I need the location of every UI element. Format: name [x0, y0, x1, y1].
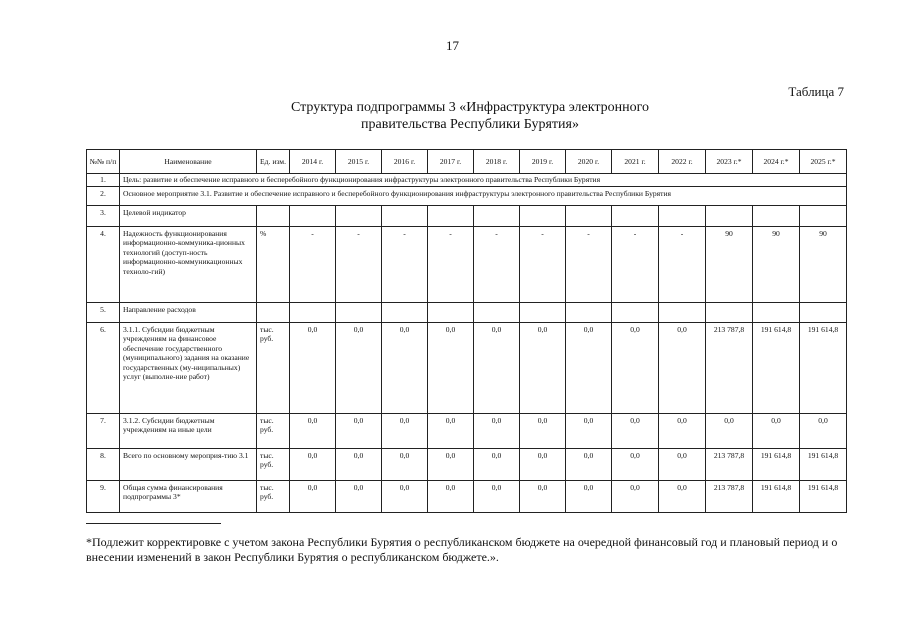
- value-cell: 0,0: [753, 413, 800, 448]
- value-cell: 191 614,8: [753, 322, 800, 413]
- value-cell: -: [428, 226, 474, 302]
- value-cell: 0,0: [428, 480, 474, 512]
- row-number: 4.: [87, 226, 120, 302]
- unit-cell: тыс. руб.: [257, 322, 290, 413]
- value-cell: 0,0: [290, 448, 336, 480]
- value-cell: 0,0: [612, 322, 659, 413]
- table-row: [87, 186, 847, 205]
- header-cell: 2021 г.: [612, 150, 659, 174]
- header-cell: №№ п/п: [87, 150, 120, 174]
- row-number: 2.: [87, 186, 120, 205]
- value-cell: 0,0: [474, 480, 520, 512]
- row-number: 1.: [87, 174, 120, 187]
- value-cell: 0,0: [336, 448, 382, 480]
- table-row: [87, 322, 847, 413]
- value-cell: 0,0: [520, 322, 566, 413]
- value-cell: 0,0: [659, 322, 706, 413]
- row-number: 9.: [87, 480, 120, 512]
- unit-cell: тыс. руб.: [257, 413, 290, 448]
- value-cell: 191 614,8: [753, 480, 800, 512]
- row-name: 3.1.1. Субсидии бюджетным учреждениям на финансовое обеспечение государственного (муниципального) задания на оказание государственных (му-ниципальных) услуг (выполне-ние работ): [120, 322, 257, 413]
- value-cell: 0,0: [520, 413, 566, 448]
- value-cell: 0,0: [290, 480, 336, 512]
- value-cell: -: [474, 226, 520, 302]
- value-cell: 213 787,8: [706, 448, 753, 480]
- value-cell: 0,0: [612, 413, 659, 448]
- value-cell: 0,0: [382, 480, 428, 512]
- header-cell: 2024 г.*: [753, 150, 800, 174]
- value-cell: 0,0: [800, 413, 847, 448]
- main-activity-text: Основное мероприятие 3.1. Развитие и обеспечение исправного и бесперебойного функционирования инфраструктуры электронного правительства Республики Бурятия: [120, 186, 847, 205]
- value-cell: 0,0: [336, 413, 382, 448]
- value-cell: 0,0: [290, 413, 336, 448]
- value-cell: 0,0: [659, 448, 706, 480]
- table-row: [87, 413, 847, 448]
- header-cell: 2025 г.*: [800, 150, 847, 174]
- value-cell: 0,0: [566, 413, 612, 448]
- header-cell: 2015 г.: [336, 150, 382, 174]
- subprogram-structure-table: [86, 149, 847, 513]
- value-cell: 0,0: [474, 448, 520, 480]
- value-cell: 0,0: [428, 448, 474, 480]
- page-number: 17: [446, 38, 459, 53]
- value-cell: 191 614,8: [753, 448, 800, 480]
- value-cell: 213 787,8: [706, 322, 753, 413]
- header-cell: 2019 г.: [520, 150, 566, 174]
- value-cell: 0,0: [659, 480, 706, 512]
- header-cell: 2023 г.*: [706, 150, 753, 174]
- value-cell: 0,0: [566, 480, 612, 512]
- value-cell: 191 614,8: [800, 448, 847, 480]
- header-cell: 2020 г.: [566, 150, 612, 174]
- value-cell: 0,0: [659, 413, 706, 448]
- value-cell: -: [659, 226, 706, 302]
- value-cell: 0,0: [290, 322, 336, 413]
- header-cell: 2016 г.: [382, 150, 428, 174]
- value-cell: 90: [800, 226, 847, 302]
- row-name: Всего по основному мероприя-тию 3.1: [120, 448, 257, 480]
- document-title: [150, 99, 790, 133]
- value-cell: 191 614,8: [800, 322, 847, 413]
- row-number: 3.: [87, 205, 120, 226]
- row-name: Направление расходов: [120, 302, 257, 322]
- table-row: [87, 226, 847, 302]
- value-cell: 0,0: [566, 448, 612, 480]
- value-cell: 0,0: [706, 413, 753, 448]
- value-cell: 90: [753, 226, 800, 302]
- unit-cell: тыс. руб.: [257, 480, 290, 512]
- unit-cell: %: [257, 226, 290, 302]
- value-cell: 90: [706, 226, 753, 302]
- value-cell: 0,0: [336, 480, 382, 512]
- header-row: [87, 150, 847, 174]
- value-cell: -: [612, 226, 659, 302]
- table-row: [87, 174, 847, 187]
- title-line-2: правительства Республики Бурятия»: [361, 117, 579, 132]
- row-name: Общая сумма финансирования подпрограммы 3*: [120, 480, 257, 512]
- value-cell: 0,0: [382, 413, 428, 448]
- value-cell: -: [566, 226, 612, 302]
- value-cell: 0,0: [520, 480, 566, 512]
- value-cell: 0,0: [336, 322, 382, 413]
- row-number: 7.: [87, 413, 120, 448]
- value-cell: -: [382, 226, 428, 302]
- value-cell: 0,0: [428, 322, 474, 413]
- unit-cell: тыс. руб.: [257, 448, 290, 480]
- footnote: *Подлежит корректировке с учетом закона Республики Бурятия о республиканском бюджете на очередной финансовый год и плановый период и о внесении изменений в закон Республики Бурятия о республиканском бюджете.».: [86, 535, 838, 564]
- table-row: [87, 480, 847, 512]
- value-cell: -: [290, 226, 336, 302]
- row-number: 8.: [87, 448, 120, 480]
- value-cell: 0,0: [382, 322, 428, 413]
- table-row: [87, 302, 847, 322]
- value-cell: 0,0: [474, 413, 520, 448]
- value-cell: -: [336, 226, 382, 302]
- value-cell: 0,0: [612, 480, 659, 512]
- row-number: 5.: [87, 302, 120, 322]
- table-label: Таблица 7: [788, 84, 844, 99]
- value-cell: 0,0: [612, 448, 659, 480]
- value-cell: 0,0: [428, 413, 474, 448]
- row-name: Целевой индикатор: [120, 205, 257, 226]
- row-name: 3.1.2. Субсидии бюджетным учреждениям на иные цели: [120, 413, 257, 448]
- table-row: [87, 205, 847, 226]
- value-cell: 191 614,8: [800, 480, 847, 512]
- value-cell: 213 787,8: [706, 480, 753, 512]
- footnote-divider: [86, 523, 221, 524]
- title-line-1: Структура подпрограммы 3 «Инфраструктура электронного: [290, 100, 650, 115]
- goal-text: Цель: развитие и обеспечение исправного и бесперебойного функционирования инфраструктуры электронного правительства Республики Бурятия: [120, 174, 847, 187]
- header-cell: 2018 г.: [474, 150, 520, 174]
- row-number: 6.: [87, 322, 120, 413]
- table-row: [87, 448, 847, 480]
- value-cell: 0,0: [382, 448, 428, 480]
- value-cell: 0,0: [520, 448, 566, 480]
- value-cell: 0,0: [566, 322, 612, 413]
- header-cell: 2022 г.: [659, 150, 706, 174]
- header-cell: Наименование: [120, 150, 257, 174]
- row-name: Надежность функционирования информационно-коммуника-ционных технологий (доступ-ность информационно-коммуникационных техноло-гий): [120, 226, 257, 302]
- value-cell: -: [520, 226, 566, 302]
- header-cell: 2017 г.: [428, 150, 474, 174]
- header-cell: 2014 г.: [290, 150, 336, 174]
- header-cell: Ед. изм.: [257, 150, 290, 174]
- value-cell: 0,0: [474, 322, 520, 413]
